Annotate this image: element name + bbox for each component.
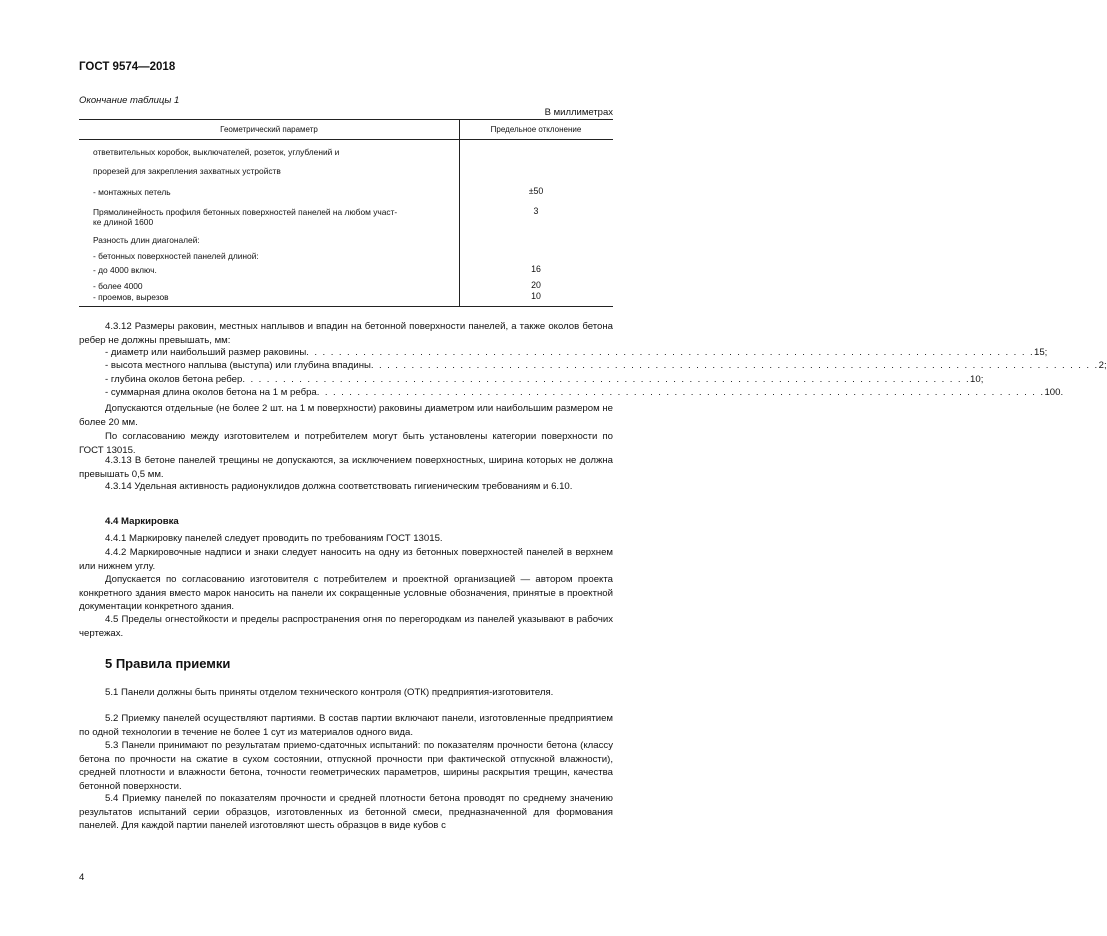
table-header-deviation: Предельное отклонение [490, 125, 582, 134]
leader-item [105, 360, 1107, 371]
table-cell-value: ±50 [528, 186, 544, 196]
table-caption: Окончание таблицы 1 [79, 95, 180, 106]
paragraph-5-4: 5.4 Приемку панелей по показателям прочности и средней плотности бетона проводят по среднему значению результатов испытаний серии образцов, изготовленных из бетонной смеси, предназначенной для формования панелей. Для каждой партии панелей изготовляют шесть образцов в виде кубов с [79, 793, 613, 831]
leader-item-value: 100. [1044, 387, 1064, 398]
paragraph: Допускаются отдельные (не более 2 шт. на 1 м поверхности) раковины диаметром или наибольшим размером не более 20 мм. [79, 403, 613, 428]
leader-item-text: - суммарная длина околов бетона на 1 м ребра [105, 387, 317, 398]
table-cell-value: 10 [531, 291, 541, 301]
table-cell-param: ке длиной 1600 [93, 217, 154, 227]
leader-item-text: - высота местного наплыва (выступа) или глубина впадины [105, 360, 371, 371]
table-cell-value: 20 [531, 280, 541, 290]
table-cell-param: - монтажных петель [93, 187, 171, 197]
table-cell-param: Разность длин диагоналей: [93, 235, 200, 245]
leader-dots: . . . . . . . . . . . . . . . . . . . . . . . . . . . . . . . . . . . . . . . . . . . . . . . . . . . . . . . . . . . . . . . . . . . . . . . . . . . . . . . . . . . . . . . . . . [370, 360, 1099, 371]
leader-item [105, 347, 1048, 358]
leader-dots: . . . . . . . . . . . . . . . . . . . . . . . . . . . . . . . . . . . . . . . . . . . . . . . . . . . . . . . . . . . . . . . . . . . . . . . . . . . . . . . . . . . . . . . . . . [306, 347, 1035, 358]
table-cell-param: ответвительных коробок, выключателей, розеток, углублений и [93, 147, 340, 157]
paragraph-4-4-1: 4.4.1 Маркировку панелей следует проводить по требованиям ГОСТ 13015. [105, 533, 443, 544]
paragraph: Допускается по согласованию изготовителя с потребителем и проектной организацией — автором проекта конкретного здания вместо марок наносить на панели их сокращенные условные обозначения, принятые в проектной документации конкретного здания. [79, 574, 613, 612]
tolerance-table [79, 119, 613, 307]
leader-item [105, 374, 984, 385]
leader-item-text: - глубина околов бетона ребер [105, 374, 243, 385]
table-cell-param: прорезей для закрепления захватных устройств [93, 166, 281, 176]
table-cell-param: - бетонных поверхностей панелей длиной: [93, 251, 259, 261]
paragraph-4-4-2: 4.4.2 Маркировочные надписи и знаки следует наносить на одну из бетонных поверхностей панелей в верхнем или нижнем углу. [79, 547, 613, 572]
section-heading-5: 5 Правила приемки [105, 656, 231, 671]
paragraph-4-5: 4.5 Пределы огнестойкости и пределы распространения огня по перегородкам из панелей указывают в рабочих чертежах. [79, 614, 613, 639]
paragraph-4-3-12: 4.3.12 Размеры раковин, местных наплывов и впадин на бетонной поверхности панелей, а также околов бетона ребер не должны превышать, мм: [79, 321, 613, 346]
leader-item-value: 15; [1034, 347, 1048, 358]
table-cell-param: - до 4000 включ. [93, 265, 157, 275]
table-header-param: Геометрический параметр [220, 125, 318, 134]
paragraph-5-1: 5.1 Панели должны быть приняты отделом технического контроля (ОТК) предприятия-изготовителя. [105, 687, 554, 698]
table-cell-value: 3 [533, 206, 539, 216]
leader-item-text: - диаметр или наибольший размер раковины [105, 347, 307, 358]
leader-item-value: 10; [970, 374, 984, 385]
table-units: В миллиметрах [544, 107, 613, 118]
section-heading-4-4: 4.4 Маркировка [105, 516, 179, 527]
leader-item [105, 387, 1064, 398]
paragraph-4-3-13: 4.3.13 В бетоне панелей трещины не допускаются, за исключением поверхностных, ширина которых не должна превышать 0,5 мм. [79, 455, 613, 480]
table-cell-param: - проемов, вырезов [93, 292, 169, 302]
table-cell-param: - более 4000 [93, 281, 143, 291]
leader-item-value: 2; [1098, 360, 1107, 371]
page-number: 4 [79, 872, 85, 883]
table-cell-param: Прямолинейность профиля бетонных поверхностей панелей на любом участ- [93, 207, 398, 217]
paragraph: По согласованию между изготовителем и потребителем могут быть установлены категории поверхности по ГОСТ 13015. [79, 431, 613, 456]
table-cell-value: 16 [531, 264, 541, 274]
document-header: ГОСТ 9574—2018 [79, 61, 176, 73]
paragraph-4-3-14: 4.3.14 Удельная активность радионуклидов должна соответствовать гигиеническим требованиям и 6.10. [105, 481, 573, 492]
paragraph-5-3: 5.3 Панели принимают по результатам приемо-сдаточных испытаний: по показателям прочности бетона (классу бетона по прочности на сжатие в сухом состоянии, отпускной прочности при фактической отпускной влажности), средней плотности и влажности бетона, точности геометрических параметров, ширины раскрытия трещин, качества бетонной поверхности. [79, 740, 613, 792]
paragraph-5-2: 5.2 Приемку панелей осуществляют партиями. В состав партии включают панели, изготовленные предприятием по одной технологии в течение не более 1 сут из материалов одного вида. [79, 713, 613, 738]
leader-dots: . . . . . . . . . . . . . . . . . . . . . . . . . . . . . . . . . . . . . . . . . . . . . . . . . . . . . . . . . . . . . . . . . . . . . . . . . . . . . . . . . . . . . . . . . . [316, 387, 1045, 398]
table-header-divider [79, 139, 613, 140]
leader-dots: . . . . . . . . . . . . . . . . . . . . . . . . . . . . . . . . . . . . . . . . . . . . . . . . . . . . . . . . . . . . . . . . . . . . . . . . . . . . . . . . . . . . . . . . . . [242, 374, 971, 385]
